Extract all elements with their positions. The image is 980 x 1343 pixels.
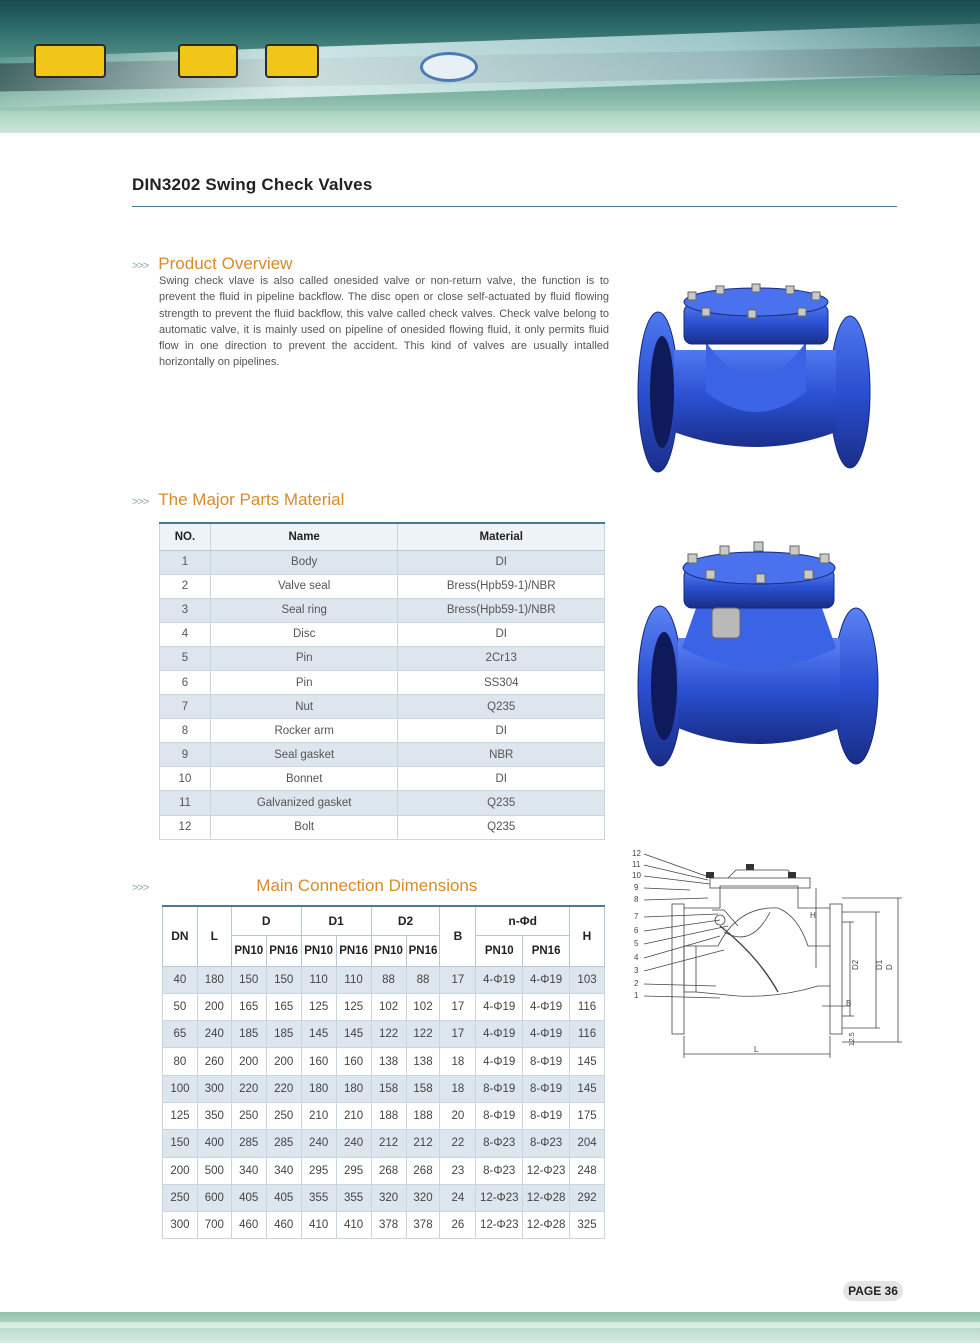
table-cell: Valve seal: [210, 574, 398, 598]
table-cell: 4-Φ19: [476, 966, 523, 993]
column-header: L: [197, 906, 231, 966]
table-cell: 295: [301, 1157, 336, 1184]
table-cell: 240: [301, 1130, 336, 1157]
part-number-label: 9: [634, 883, 639, 892]
table-cell: 158: [406, 1075, 440, 1102]
footer-strip: [0, 1322, 980, 1328]
table-row: [160, 695, 605, 719]
table-cell: Q235: [398, 815, 605, 839]
dim-label-d: D: [885, 964, 894, 970]
table-cell: 50: [163, 993, 198, 1020]
table-cell: 160: [301, 1048, 336, 1075]
table-cell: 7: [160, 695, 211, 719]
valve-photo-top: [636, 282, 874, 478]
table-cell: 5: [160, 646, 211, 670]
part-number-label: 3: [634, 966, 639, 975]
table-cell: 220: [266, 1075, 301, 1102]
table-cell: 116: [570, 1021, 605, 1048]
table-cell: 355: [336, 1184, 371, 1211]
table-cell: 6: [160, 670, 211, 694]
table-cell: 350: [197, 1102, 231, 1129]
overview-heading-text: Product Overview: [158, 254, 293, 273]
banner-gauge: [420, 52, 478, 82]
banner-machine-block: [34, 44, 106, 78]
dimensions-table: [162, 905, 605, 1239]
parts-heading: [132, 490, 344, 510]
table-cell: 4-Φ19: [476, 1048, 523, 1075]
column-header: n-Φd: [476, 906, 570, 935]
table-cell: 17: [440, 1021, 476, 1048]
column-header: D: [231, 906, 301, 935]
table-cell: 410: [301, 1212, 336, 1239]
table-cell: 122: [371, 1021, 406, 1048]
table-cell: 26: [440, 1212, 476, 1239]
column-header: Name: [210, 523, 398, 550]
table-cell: 150: [231, 966, 266, 993]
table-cell: Bolt: [210, 815, 398, 839]
table-cell: 17: [440, 966, 476, 993]
table-cell: 23: [440, 1157, 476, 1184]
table-cell: 320: [371, 1184, 406, 1211]
table-cell: 268: [371, 1157, 406, 1184]
table-cell: Q235: [398, 791, 605, 815]
part-number-label: 6: [634, 926, 639, 935]
table-cell: 102: [371, 993, 406, 1020]
table-row: [163, 1102, 605, 1129]
parts-table: [159, 522, 605, 840]
part-number-label: 5: [634, 939, 639, 948]
table-row: [163, 1021, 605, 1048]
table-cell: 4-Φ19: [523, 993, 570, 1020]
table-cell: 122: [406, 1021, 440, 1048]
table-cell: 175: [570, 1102, 605, 1129]
table-cell: 9: [160, 743, 211, 767]
overview-text: Swing check vlave is also called onesided valve or non-return valve, the function is to prevent the fluid in pipeline backflow. The disc open or close self-actuated by fluid flowing strength to prevent the fluid backflow, this valve called check valves. Check valve belong to automatic valve, it is mainly used on pipeline of onesided flowing fluid, it only permits fluid flow in one direction to prevent the accident. This kind of valves are usually intalled horizontally on pipelines.: [159, 275, 609, 369]
table-cell: 110: [336, 966, 371, 993]
banner-bottom-line: [0, 111, 980, 133]
table-cell: 700: [197, 1212, 231, 1239]
table-cell: 300: [163, 1212, 198, 1239]
table-row: [160, 598, 605, 622]
table-cell: 180: [301, 1075, 336, 1102]
column-subheader: PN10: [231, 935, 266, 966]
dim-label-tilt: 12.5: [849, 1032, 856, 1046]
dim-label-d1: D1: [875, 959, 884, 970]
table-cell: Bonnet: [210, 767, 398, 791]
table-row: [163, 1048, 605, 1075]
table-row: [163, 966, 605, 993]
table-cell: Galvanized gasket: [210, 791, 398, 815]
table-cell: DI: [398, 767, 605, 791]
table-cell: 12-Φ28: [523, 1184, 570, 1211]
table-cell: 460: [266, 1212, 301, 1239]
column-header: B: [440, 906, 476, 966]
table-cell: 125: [163, 1102, 198, 1129]
column-header: NO.: [160, 523, 211, 550]
table-cell: 185: [266, 1021, 301, 1048]
table-cell: 12-Φ23: [476, 1212, 523, 1239]
table-cell: 145: [336, 1021, 371, 1048]
column-header: D2: [371, 906, 440, 935]
table-cell: 325: [570, 1212, 605, 1239]
table-cell: 204: [570, 1130, 605, 1157]
dim-label-l: L: [754, 1045, 759, 1054]
table-cell: Bress(Hpb59-1)/NBR: [398, 598, 605, 622]
column-subheader: PN10: [301, 935, 336, 966]
table-cell: 250: [266, 1102, 301, 1129]
table-cell: 20: [440, 1102, 476, 1129]
header-banner: [0, 0, 980, 133]
table-cell: 220: [231, 1075, 266, 1102]
table-cell: Rocker arm: [210, 719, 398, 743]
table-cell: 80: [163, 1048, 198, 1075]
table-cell: 145: [570, 1048, 605, 1075]
dim-label-d2: D2: [851, 959, 860, 970]
table-row: [163, 1130, 605, 1157]
table-cell: 4-Φ19: [476, 1021, 523, 1048]
table-row: [160, 743, 605, 767]
table-cell: 320: [406, 1184, 440, 1211]
table-cell: 88: [371, 966, 406, 993]
banner-streak: [0, 21, 980, 109]
table-cell: 150: [163, 1130, 198, 1157]
table-cell: Nut: [210, 695, 398, 719]
column-header: Material: [398, 523, 605, 550]
valve-section-drawing: [628, 846, 918, 1068]
table-cell: 8: [160, 719, 211, 743]
table-row: [163, 1075, 605, 1102]
table-cell: 12-Φ23: [523, 1157, 570, 1184]
table-cell: 8-Φ23: [476, 1130, 523, 1157]
table-cell: 22: [440, 1130, 476, 1157]
column-header: H: [570, 906, 605, 966]
table-cell: 8-Φ19: [476, 1102, 523, 1129]
table-row: [160, 622, 605, 646]
table-cell: 200: [197, 993, 231, 1020]
chevron-icon: >>>: [132, 260, 149, 272]
dimension-labels: [754, 911, 894, 1054]
dim-label-b: B: [846, 999, 852, 1008]
banner-machine-block: [265, 44, 319, 78]
table-cell: 500: [197, 1157, 231, 1184]
table-row: [163, 1212, 605, 1239]
table-cell: DI: [398, 622, 605, 646]
table-cell: 400: [197, 1130, 231, 1157]
column-subheader: PN10: [371, 935, 406, 966]
table-cell: 4-Φ19: [523, 1021, 570, 1048]
table-cell: 125: [301, 993, 336, 1020]
table-cell: 188: [371, 1102, 406, 1129]
table-cell: 355: [301, 1184, 336, 1211]
part-number-label: 7: [634, 912, 639, 921]
table-cell: 3: [160, 598, 211, 622]
part-number-label: 1: [634, 991, 639, 1000]
table-cell: 8-Φ19: [476, 1075, 523, 1102]
leader-lines: [644, 854, 728, 998]
table-cell: 88: [406, 966, 440, 993]
table-cell: 8-Φ23: [523, 1130, 570, 1157]
table-cell: 165: [266, 993, 301, 1020]
table-cell: 138: [406, 1048, 440, 1075]
table-cell: 160: [336, 1048, 371, 1075]
table-cell: Q235: [398, 695, 605, 719]
table-header-row: [163, 906, 605, 935]
table-cell: 110: [301, 966, 336, 993]
column-subheader: PN16: [336, 935, 371, 966]
part-number-labels: [632, 849, 641, 1000]
table-cell: 2: [160, 574, 211, 598]
table-cell: 165: [231, 993, 266, 1020]
table-cell: 212: [371, 1130, 406, 1157]
table-row: [160, 646, 605, 670]
table-cell: 285: [231, 1130, 266, 1157]
table-cell: 378: [371, 1212, 406, 1239]
table-cell: 158: [371, 1075, 406, 1102]
table-cell: 24: [440, 1184, 476, 1211]
part-number-label: 10: [632, 871, 641, 880]
table-cell: Seal ring: [210, 598, 398, 622]
table-row: [163, 1184, 605, 1211]
table-cell: Bress(Hpb59-1)/NBR: [398, 574, 605, 598]
table-cell: 285: [266, 1130, 301, 1157]
table-cell: 200: [231, 1048, 266, 1075]
dimension-lines: [684, 888, 902, 1058]
part-number-label: 4: [634, 953, 639, 962]
table-cell: 340: [266, 1157, 301, 1184]
table-cell: NBR: [398, 743, 605, 767]
table-cell: 125: [336, 993, 371, 1020]
footer-banner: [0, 1312, 980, 1343]
overview-heading: [132, 254, 292, 274]
column-subheader: PN16: [523, 935, 570, 966]
table-cell: 240: [197, 1021, 231, 1048]
table-cell: 2Cr13: [398, 646, 605, 670]
parts-heading-text: The Major Parts Material: [158, 490, 345, 509]
table-cell: 260: [197, 1048, 231, 1075]
table-cell: 340: [231, 1157, 266, 1184]
table-cell: 410: [336, 1212, 371, 1239]
table-cell: 150: [266, 966, 301, 993]
table-cell: 210: [336, 1102, 371, 1129]
table-cell: 300: [197, 1075, 231, 1102]
table-cell: 200: [163, 1157, 198, 1184]
table-cell: SS304: [398, 670, 605, 694]
table-cell: 18: [440, 1048, 476, 1075]
table-cell: 200: [266, 1048, 301, 1075]
dimensions-heading: [132, 876, 477, 896]
part-number-label: 11: [632, 860, 641, 869]
table-cell: 240: [336, 1130, 371, 1157]
table-cell: DI: [398, 550, 605, 574]
table-cell: 8-Φ23: [476, 1157, 523, 1184]
table-cell: 40: [163, 966, 198, 993]
column-header: D1: [301, 906, 371, 935]
table-cell: 116: [570, 993, 605, 1020]
table-cell: 12: [160, 815, 211, 839]
table-cell: 292: [570, 1184, 605, 1211]
table-cell: 100: [163, 1075, 198, 1102]
table-cell: 8-Φ19: [523, 1102, 570, 1129]
table-cell: 212: [406, 1130, 440, 1157]
table-cell: 185: [231, 1021, 266, 1048]
dim-label-h: H: [810, 911, 816, 920]
table-cell: Pin: [210, 646, 398, 670]
table-row: [160, 550, 605, 574]
table-row: [160, 767, 605, 791]
table-cell: 4: [160, 622, 211, 646]
table-row: [160, 815, 605, 839]
table-cell: 180: [197, 966, 231, 993]
table-cell: 180: [336, 1075, 371, 1102]
title-divider: [132, 206, 897, 207]
banner-machine-block: [178, 44, 238, 78]
table-cell: 103: [570, 966, 605, 993]
table-row: [160, 574, 605, 598]
table-cell: 1: [160, 550, 211, 574]
part-number-label: 12: [632, 849, 641, 858]
valve-photo-bottom: [636, 538, 880, 768]
table-cell: Body: [210, 550, 398, 574]
table-row: [160, 670, 605, 694]
table-cell: 12-Φ23: [476, 1184, 523, 1211]
table-row: [163, 993, 605, 1020]
table-cell: 210: [301, 1102, 336, 1129]
dimensions-heading-text: Main Connection Dimensions: [256, 876, 478, 895]
table-cell: 250: [163, 1184, 198, 1211]
column-subheader: PN10: [476, 935, 523, 966]
table-cell: 17: [440, 993, 476, 1020]
table-cell: Pin: [210, 670, 398, 694]
table-cell: 11: [160, 791, 211, 815]
table-cell: 18: [440, 1075, 476, 1102]
table-cell: 295: [336, 1157, 371, 1184]
valve-outline: [672, 864, 842, 1034]
table-cell: 405: [266, 1184, 301, 1211]
page-title: DIN3202 Swing Check Valves: [132, 175, 373, 194]
table-cell: 65: [163, 1021, 198, 1048]
table-cell: DI: [398, 719, 605, 743]
table-cell: 12-Φ28: [523, 1212, 570, 1239]
table-cell: 188: [406, 1102, 440, 1129]
chevron-icon: >>>: [132, 882, 149, 894]
table-cell: 248: [570, 1157, 605, 1184]
table-cell: 145: [570, 1075, 605, 1102]
table-cell: 102: [406, 993, 440, 1020]
column-subheader: PN16: [266, 935, 301, 966]
column-subheader: PN16: [406, 935, 440, 966]
table-cell: 250: [231, 1102, 266, 1129]
table-row: [160, 791, 605, 815]
table-row: [163, 1157, 605, 1184]
table-header-row: [160, 523, 605, 550]
table-cell: 10: [160, 767, 211, 791]
table-cell: 4-Φ19: [476, 993, 523, 1020]
page-number: PAGE 36: [843, 1281, 903, 1301]
table-cell: 378: [406, 1212, 440, 1239]
table-cell: 405: [231, 1184, 266, 1211]
table-cell: 4-Φ19: [523, 966, 570, 993]
part-number-label: 2: [634, 979, 639, 988]
table-cell: Seal gasket: [210, 743, 398, 767]
part-number-label: 8: [634, 895, 639, 904]
table-cell: Disc: [210, 622, 398, 646]
table-row: [160, 719, 605, 743]
table-cell: 145: [301, 1021, 336, 1048]
table-cell: 138: [371, 1048, 406, 1075]
table-cell: 600: [197, 1184, 231, 1211]
column-header: DN: [163, 906, 198, 966]
table-cell: 460: [231, 1212, 266, 1239]
table-cell: 8-Φ19: [523, 1075, 570, 1102]
table-cell: 268: [406, 1157, 440, 1184]
table-cell: 8-Φ19: [523, 1048, 570, 1075]
chevron-icon: >>>: [132, 496, 149, 508]
